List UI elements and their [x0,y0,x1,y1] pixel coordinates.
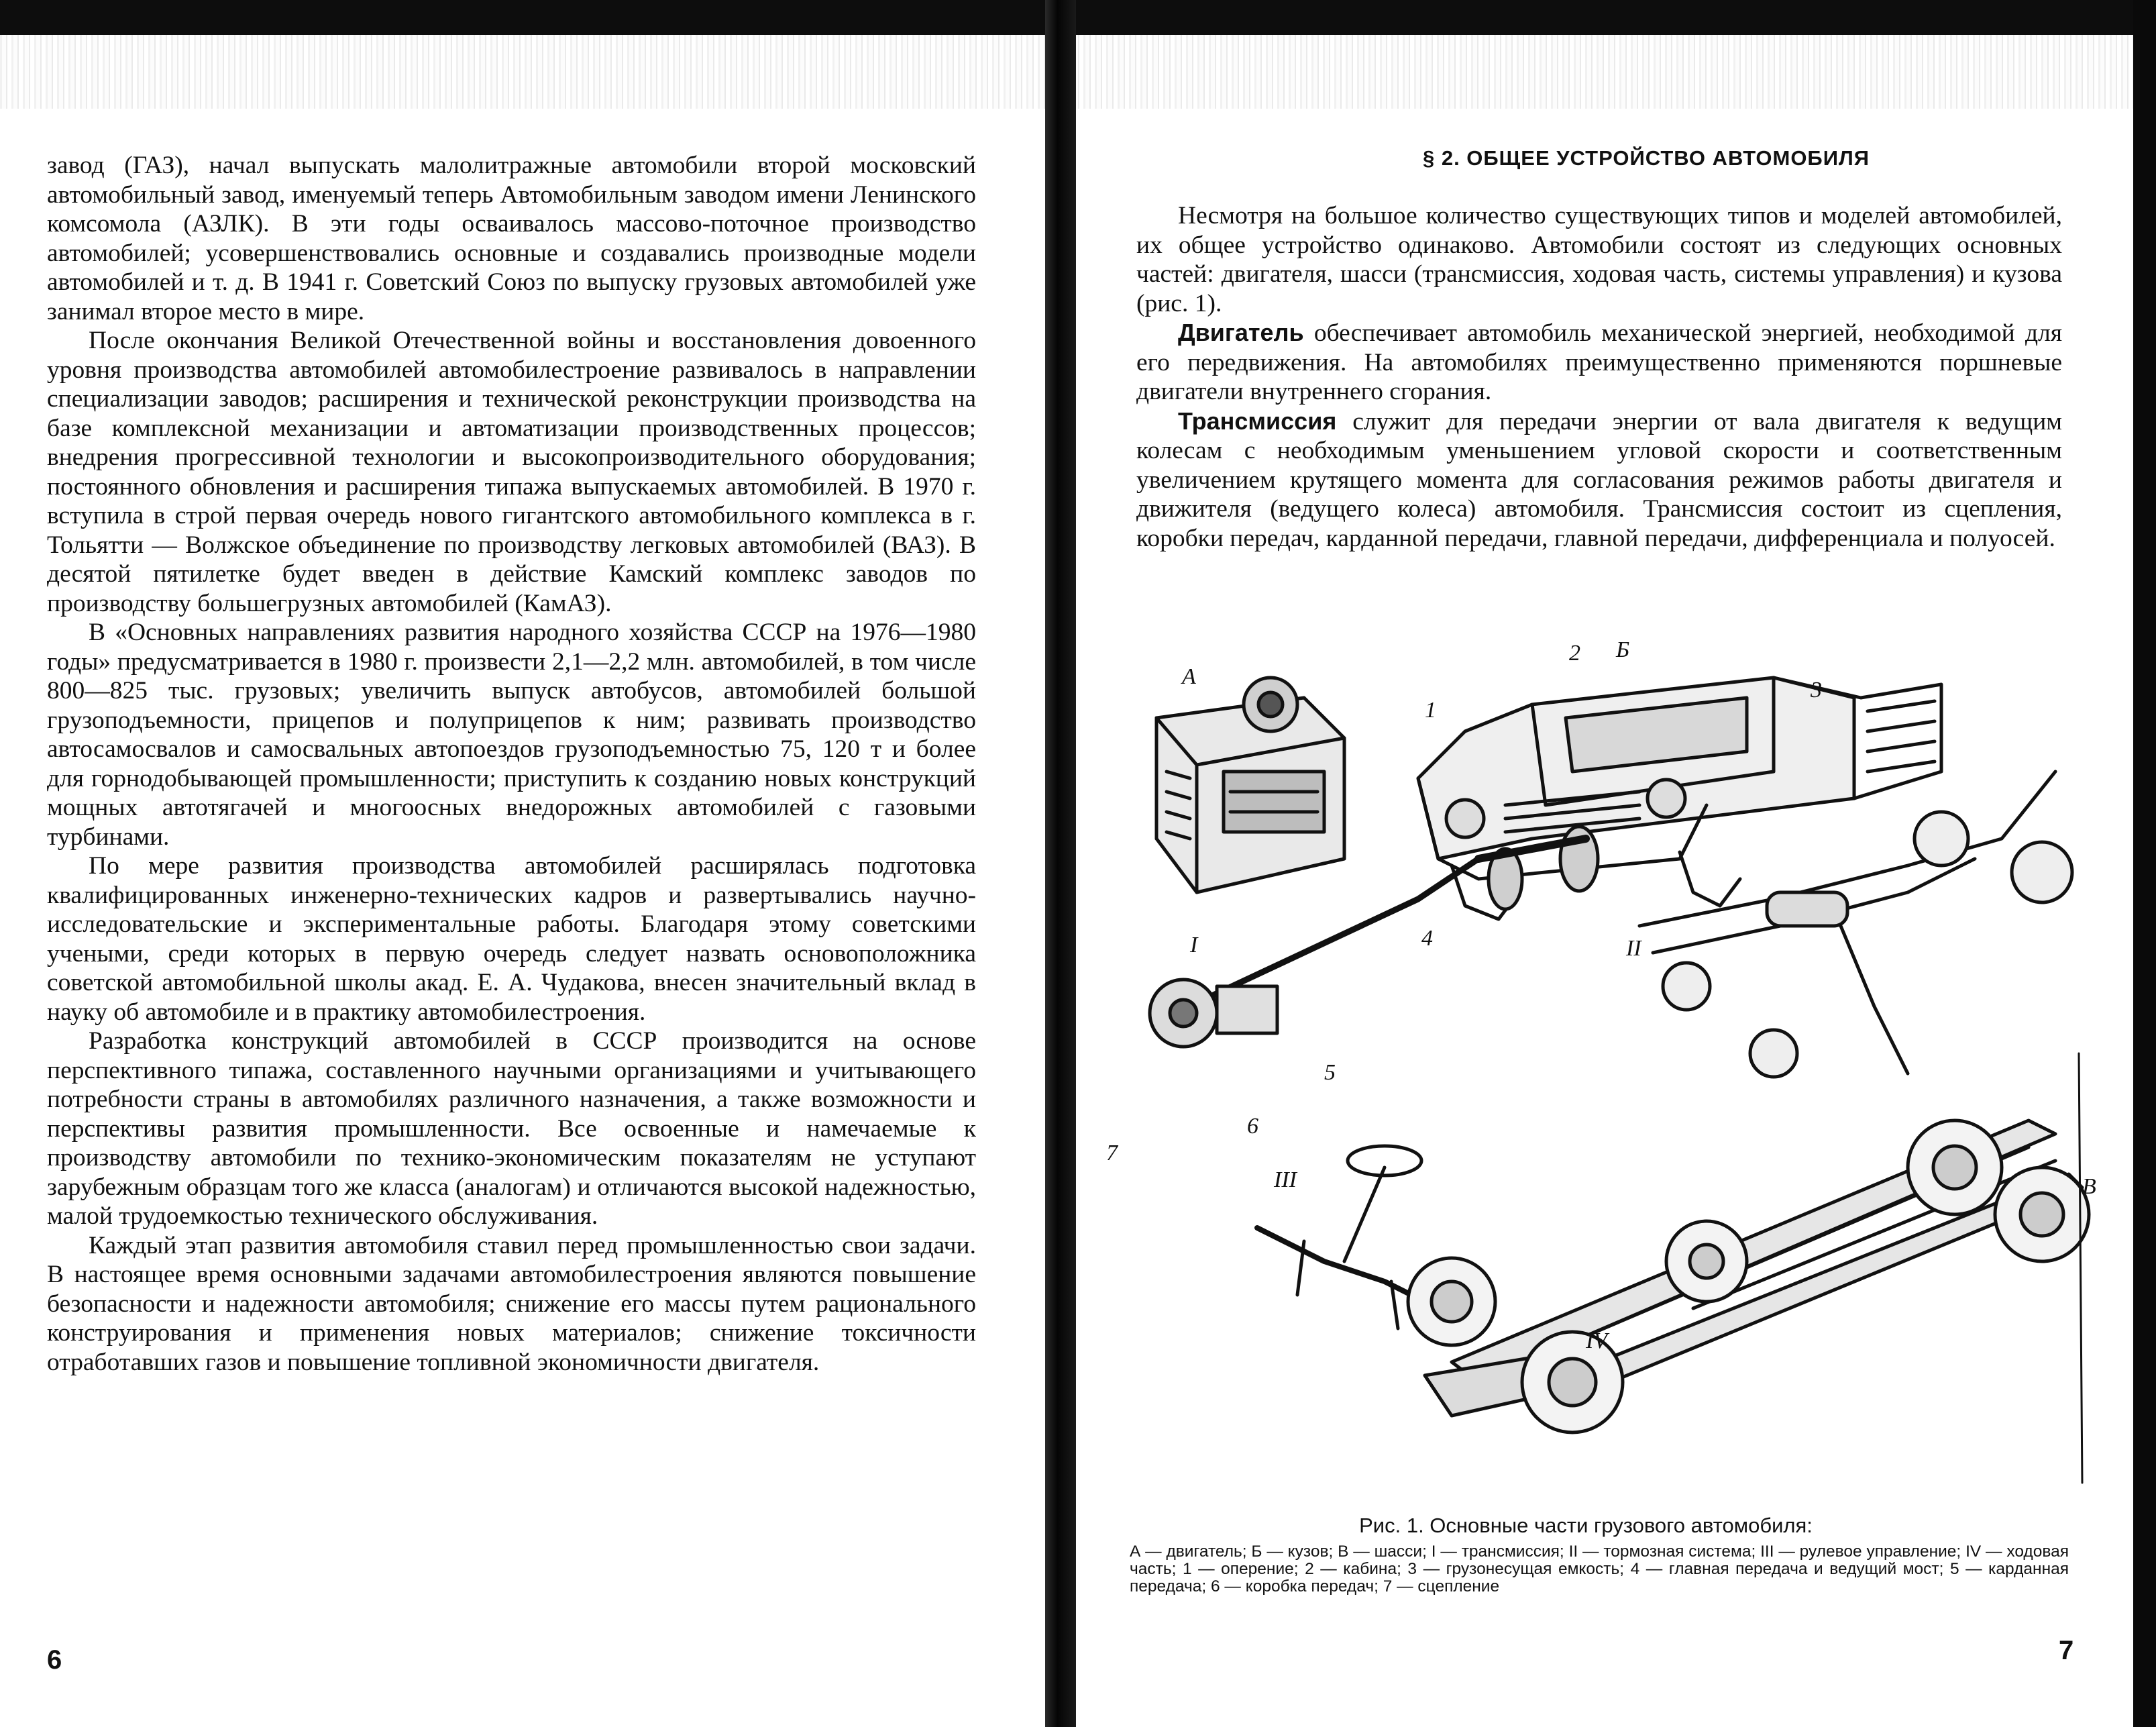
paragraph-text: обеспечивает автомобиль механической энергией, необходимой для его передвижения. На автомобилях преимущественно применяются поршневые двигатели внутреннего сгорания. [1136,319,2062,405]
paragraph: Каждый этап развития автомобиля ставил перед промышленностью свои задачи. В настоящее время основными задачами автомобилестроения являются повышение безопасности и надежности автомобиля; снижение его массы путем рационального конструирования и применения новых материалов; снижение токсичности отработавших газов и повышение топливной экономичности двигателя. [47,1231,976,1376]
paragraph: Несмотря на большое количество существующих типов и моделей автомобилей, их общее устройство одинаково. Автомобили состоят из следующих основных частей: двигателя, шасси (трансмиссия, ходовая часть, системы управления) и кузова (рис. 1). [1136,202,2062,317]
book-gutter [1045,0,1076,1727]
label-B: Б [1616,637,1630,662]
paragraph: завод (ГАЗ), начал выпускать малолитражные автомобили второй московский автомобильный завод, именуемый теперь Автомобильным заводом имени Ленинского комсомола (АЗЛК). В эти годы осваивалось массово-поточное производство автомобилей; усовершенствовались основные и создавались производные модели автомобилей и т. д. В 1941 г. Советский Союз по выпуску грузовых автомобилей уже занимал второе место в мире. [47,152,976,325]
label-1: 1 [1425,698,1436,723]
label-6: 6 [1247,1114,1258,1139]
page-number: 6 [47,1645,62,1675]
engine-drawing [1156,678,1344,892]
left-text-column [47,151,976,1377]
term-engine: Двигатель [1178,319,1304,346]
right-page [1076,0,2133,1727]
figure-illustration [1103,637,2116,1510]
paragraph-text: служит для передачи энергии от вала двигателя к ведущим колесам с необходимым уменьшением угловой скорости и соответственным увеличением крутящего момента для согласования режимов работы двигателя и движителя (ведущего колеса) автомобиля. Трансмиссия состоит из сцепления, коробки передач, карданной передачи, главной передачи, дифференциала и полуосей. [1136,407,2062,552]
paragraph-engine [1136,318,2062,407]
figure-truck-parts [1103,637,2116,1510]
right-text-column [1136,201,2062,553]
paragraph-transmission [1136,407,2062,554]
label-IV: IV [1586,1328,1608,1353]
label-I: I [1190,933,1198,957]
label-4: 4 [1421,926,1433,951]
label-5: 5 [1324,1060,1336,1085]
paragraph: После окончания Великой Отечественной войны и восстановления довоенного уровня производства автомобилей автомобилестроение развивалось в направлении специализации заводов; расширения и технической реконструкции производства на базе комплексной механизации и автоматизации производственных процессов; внедрения прогрессивной технологии и высокопроизводительного оборудования; постоянного обновления и расширения типажа выпускаемых автомобилей. В 1970 г. вступила в строй первая очередь нового гигантского автомобильного комплекса в г. Тольятти — Волжское объединение по производству легковых автомобилей (ВАЗ). В десятой пятилетке будет введен в действие Камский комплекс заводов по производству большегрузных автомобилей (КамАЗ). [47,327,976,617]
paragraph: В «Основных направлениях развития народного хозяйства СССР на 1976—1980 годы» предусматривается в 1980 г. произвести 2,1—2,2 млн. автомобилей, в том числе 800—825 тыс. грузовых; увеличить выпуск автобусов, автомобилей большой грузоподъемности, прицепов и полуприцепов к ним; развивать производство автосамосвалов и самосвальных автопоездов грузоподъемностью 75, 120 т и более для горнодобывающей промышленности; приступить к созданию новых конструкций мощных автотягачей и многоосных внедорожных автомобилей с газовыми турбинами. [47,619,976,851]
term-transmission: Трансмиссия [1178,407,1337,435]
scan-right-border [2133,0,2156,1727]
label-III: III [1274,1167,1297,1192]
chassis-drawing [1408,1120,2089,1432]
figure-caption-title: Рис. 1. Основные части грузового автомобиля: [1359,1514,1813,1537]
label-7: 7 [1106,1141,1118,1165]
left-page [0,0,1045,1727]
paragraph: По мере развития производства автомобилей расширялась подготовка квалифицированных инженерно-технических кадров и развертывались научно-исследовательские и экспериментальные работы. Благодаря этому советскими учеными, среди которых в первую очередь следует назвать основоположника советской автомобильной школы акад. Е. А. Чудакова, внесен значительный вклад в науку об автомобиле и в практику автомобилестроения. [47,852,976,1026]
label-3: 3 [1811,678,1822,702]
paragraph: Разработка конструкций автомобилей в СССР производится на основе перспективного типажа, составленного научными организациями и учитывающего потребности страны в автомобилях различного назначения, а также возможности и перспективы развития промышленности. Все освоенные и намечаемые к производству автомобили по технико-экономическим показателям не уступают зарубежным образцам того же класса (аналогам) и отличаются высокой надежностью, малой трудоемкостью технического обслуживания. [47,1027,976,1230]
label-II: II [1626,936,1641,961]
label-V: В [2082,1174,2096,1199]
bracket-line [2079,1053,2082,1483]
label-2: 2 [1569,641,1580,666]
figure-caption-legend: А — двигатель; Б — кузов; В — шасси; I — трансмиссия; II — тормозная система; III — рулевое управление; IV — ходовая часть; 1 — оперение; 2 — кабина; 3 — грузонесущая емкость; 4 — главная передача и ведущий мост; 5 — карданная передача; 6 — коробка передач; 7 — сцепление [1130,1542,2069,1595]
section-title: § 2. ОБЩЕЕ УСТРОЙСТВО АВТОМОБИЛЯ [1422,146,1870,170]
label-A: А [1182,664,1196,689]
page-number: 7 [2059,1636,2074,1665]
